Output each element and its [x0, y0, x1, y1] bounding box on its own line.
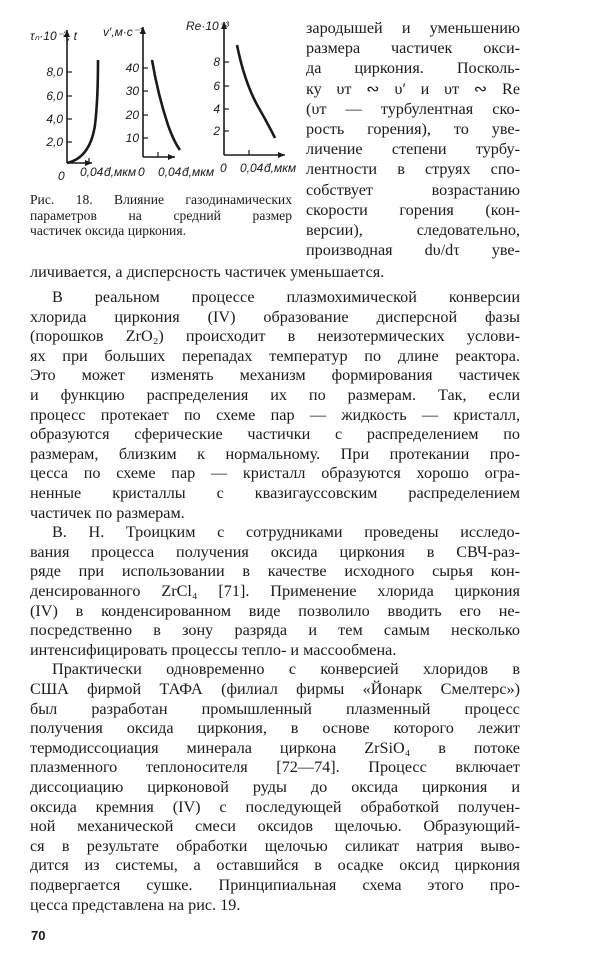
text-line: посредственно в зону разряда и тем самым несколько [30, 621, 520, 640]
x-axis-label: d̄,мкм [182, 165, 215, 179]
x-tick-label: 0,04 [158, 165, 182, 179]
text-line: ях при больших перепадах температур по длине реактора. [30, 346, 520, 365]
origin-label: 0 [58, 169, 65, 183]
text-line: ряде при использовании в качестве исходного сырья кон- [30, 562, 520, 581]
caption-line: Рис. 18. Влияние газодинамических [30, 192, 292, 207]
data-curve [67, 60, 98, 163]
text-line: производная dυ/dτ уве- [306, 241, 520, 260]
text-line: В реальном процессе плазмохимической конверсии [52, 288, 520, 306]
text-line: собствует возрастанию [306, 180, 520, 199]
x-axis-label: d̄,мкм [264, 161, 297, 175]
y-axis-label: v′,м·с⁻¹ [103, 25, 144, 39]
y-axis-label: τₙ·10⁻², t [30, 29, 77, 43]
y-tick-label: 6,0 [46, 89, 63, 103]
data-curve [237, 45, 275, 138]
text-line: дится из системы, а оставшийся в осадке оксид циркония [30, 856, 520, 875]
text-line: интенсифицировать процессы тепло- и массообмена. [30, 640, 397, 659]
text-line: да циркония. Посколь- [306, 59, 520, 78]
text-line: В. Н. Троицким с сотрудниками проведены исследо- [52, 523, 520, 542]
x-axis-arrow [168, 154, 175, 160]
text-line: Это может изменять механизм формирования частичек [30, 366, 520, 385]
y-tick-label: 6 [213, 79, 220, 93]
text-line: денсированного ZrCl₄ [71]. Применение хлорида циркония [30, 582, 520, 600]
text-line: плазменного теплоносителя [72—74]. Процесс включает [30, 758, 520, 777]
text-line: хлорида циркония (IV) образование дисперсной фазы [30, 307, 520, 326]
y-tick-label: 40 [125, 61, 139, 75]
text-line: скорости горения (кон- [306, 200, 520, 219]
text-line: процесс протекает по схеме пар — жидкость — кристалл, [30, 405, 520, 424]
caption-line: частичек оксида циркония. [30, 223, 186, 238]
text-line: зародышей и уменьшению [306, 19, 520, 37]
text-line: личивается, а дисперсность частичек уменьшается. [30, 263, 385, 281]
text-line: ной механической смеси оксидов щелочью. Образующий- [30, 817, 520, 836]
text-line: оксида кремния (IV) с последующей обработкой получен- [30, 797, 520, 816]
text-line: подвергается сушке. Принципиальная схема этого про- [30, 876, 520, 894]
text-line: (υт — турбулентная ско- [306, 99, 520, 118]
text-line: цесса по схеме пар — кристалл образуются хорошо огра- [30, 464, 520, 483]
text-line: ненные кристаллы с квазигауссовским распределением [30, 484, 520, 502]
text-line: личение степени турбу- [306, 140, 520, 159]
text-line: диссоциацию цирконовой руды до оксида циркония и [30, 778, 520, 796]
data-curve [152, 60, 180, 150]
y-tick-label: 10 [125, 131, 139, 145]
text-line: версии), следовательно, [306, 221, 520, 239]
text-line: и функцию распределения их по размерам. Так, если [30, 386, 520, 404]
origin-label: 0 [138, 165, 145, 179]
figure-18 [0, 0, 300, 200]
text-line: цесса представлена на рис. 19. [30, 895, 241, 914]
x-axis-label: d̄,мкм [104, 165, 137, 179]
text-line: термодиссоциация минерала циркона ZrSiO₄ в потоке [30, 738, 520, 757]
x-axis-arrow [278, 152, 285, 158]
text-line: Практически одновременно с конверсией хлоридов в [52, 660, 520, 679]
text-line: лентности в струях спо- [306, 160, 520, 179]
y-tick-label: 8,0 [46, 65, 63, 79]
x-tick-label: 0,04 [240, 161, 264, 175]
y-tick-label: 4,0 [46, 112, 63, 126]
text-line: частичек по размерам. [30, 503, 185, 522]
y-tick-label: 30 [125, 84, 139, 98]
text-line: был разработан промышленный плазменный процесс [30, 699, 520, 718]
y-axis-label: Re·10⁻³ [186, 19, 230, 33]
y-tick-label: 2,0 [46, 135, 63, 149]
y-tick-label: 2 [213, 124, 220, 138]
y-tick-label: 8 [213, 55, 220, 69]
text-line: ся в результате обработки щелочью силикат натрия выво- [30, 836, 520, 855]
text-line: (порошков ZrO₂) происходит в неизотермических услови- [30, 327, 520, 346]
text-line: рость горения), то уве- [306, 120, 520, 138]
origin-label: 0 [220, 161, 227, 175]
text-line: ку υт ∾ υ′ и υт ∾ Re [306, 79, 520, 98]
text-line: получения оксида циркония, в основе которого лежит [30, 719, 520, 738]
text-line: размерам, близким к нормальному. При протекании про- [30, 444, 520, 463]
caption-line: параметров на средний размер [30, 207, 292, 223]
x-tick-label: 0,04 [80, 165, 104, 179]
page-number: 70 [31, 928, 46, 943]
text-line: США фирмой ТАФА (филиал фирмы «Йонарк Смелтерс») [30, 680, 520, 698]
text-line: размера частичек окси- [306, 39, 520, 58]
text-line: (IV) в конденсированном виде позволило вводить его не- [30, 601, 520, 620]
text-line: вания процесса получения оксида циркония в СВЧ-раз- [30, 542, 520, 561]
y-tick-label: 4 [213, 102, 220, 116]
y-tick-label: 20 [125, 108, 139, 122]
text-line: образуются сферические частички с распределением по [30, 425, 520, 444]
